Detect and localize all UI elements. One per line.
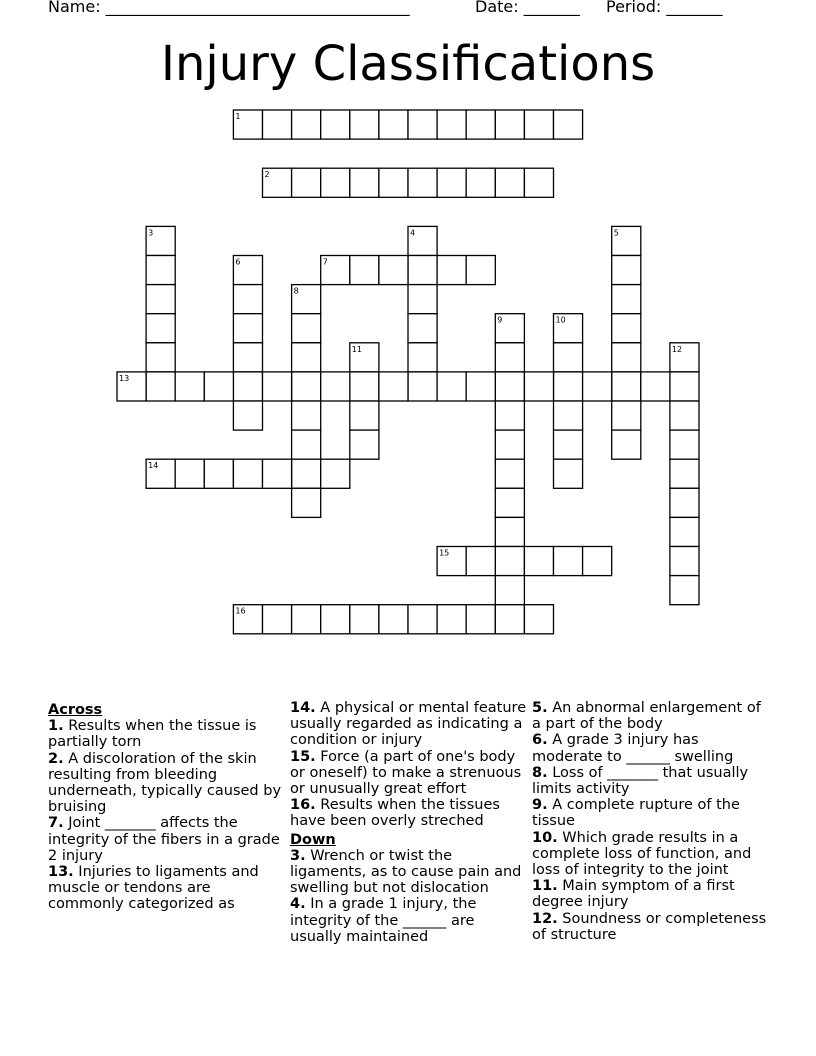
clue-number: 8. xyxy=(532,764,548,781)
clue-item xyxy=(532,797,772,829)
grid-cell[interactable] xyxy=(554,430,583,459)
grid-cell[interactable] xyxy=(524,605,553,634)
clue-item xyxy=(290,749,530,798)
grid-cell[interactable] xyxy=(321,605,350,634)
grid-cell[interactable] xyxy=(495,372,524,401)
grid-cell[interactable] xyxy=(146,226,175,255)
grid-cell[interactable] xyxy=(408,226,437,255)
clue-text: A discoloration of the skin resulting from bleeding underneath, typically caused by bruising xyxy=(48,750,282,816)
clue-item xyxy=(48,718,288,750)
clue-text: A physical or mental feature usually regarded as indicating a condition or injury xyxy=(290,700,527,749)
grid-cell[interactable] xyxy=(292,488,321,517)
down-heading: Down xyxy=(290,831,336,848)
clue-text: A complete rupture of the tissue xyxy=(532,797,740,830)
grid-cell[interactable] xyxy=(408,314,437,343)
worksheet-header xyxy=(48,0,748,19)
clue-text: Loss of _______ that usually limits activity xyxy=(532,764,749,798)
grid-cell[interactable] xyxy=(554,372,583,401)
cell-number: 11 xyxy=(351,344,362,354)
across-heading: Across xyxy=(48,702,103,718)
grid-cell[interactable] xyxy=(321,110,350,139)
cell-number: 3 xyxy=(148,228,154,238)
clue-text: Main symptom of a first degree injury xyxy=(532,878,735,911)
clue-item xyxy=(532,765,772,797)
grid-cell[interactable] xyxy=(495,605,524,634)
grid-cell[interactable] xyxy=(321,168,350,197)
clue-number: 11. xyxy=(532,878,558,895)
cell-number: 8 xyxy=(293,286,299,296)
grid-cell[interactable] xyxy=(583,372,612,401)
grid-cell[interactable] xyxy=(350,110,379,139)
grid-cell[interactable] xyxy=(292,372,321,401)
grid-cell[interactable] xyxy=(408,168,437,197)
grid-cell[interactable] xyxy=(554,401,583,430)
grid-cell[interactable] xyxy=(612,430,641,459)
grid-cell[interactable] xyxy=(321,459,350,488)
grid-cell[interactable] xyxy=(612,226,641,255)
grid-cell[interactable] xyxy=(233,314,262,343)
clue-item xyxy=(290,700,530,749)
grid-cell[interactable] xyxy=(612,285,641,314)
clue-number: 7. xyxy=(48,815,64,832)
clue-item xyxy=(532,732,772,764)
clue-text: An abnormal enlargement of a part of the body xyxy=(532,700,761,733)
clue-text: Soundness or completeness of structure xyxy=(532,910,767,943)
grid-cell[interactable] xyxy=(292,605,321,634)
grid-cell[interactable] xyxy=(379,605,408,634)
grid-cell[interactable] xyxy=(146,256,175,285)
grid-cell[interactable] xyxy=(554,343,583,372)
grid-cell[interactable] xyxy=(495,576,524,605)
grid-cell[interactable] xyxy=(495,459,524,488)
grid-cell[interactable] xyxy=(350,372,379,401)
grid-cell[interactable] xyxy=(554,110,583,139)
grid-cell[interactable] xyxy=(466,605,495,634)
grid-cell[interactable] xyxy=(524,547,553,576)
clue-item xyxy=(290,896,530,945)
grid-cell[interactable] xyxy=(263,372,292,401)
grid-cell[interactable] xyxy=(233,343,262,372)
clue-item xyxy=(290,797,530,829)
grid-cell[interactable] xyxy=(321,372,350,401)
grid-cell[interactable] xyxy=(379,168,408,197)
grid-cell[interactable] xyxy=(292,110,321,139)
grid-cell[interactable] xyxy=(495,488,524,517)
grid-cell[interactable] xyxy=(466,547,495,576)
cell-number: 6 xyxy=(235,257,241,267)
clue-text: Injuries to ligaments and muscle or tendons are commonly categorized as xyxy=(48,864,259,913)
grid-cell[interactable] xyxy=(146,372,175,401)
clue-item xyxy=(48,864,288,913)
clue-number: 5. xyxy=(532,700,548,716)
grid-cell[interactable] xyxy=(437,547,466,576)
grid-cell[interactable] xyxy=(263,459,292,488)
grid-cell[interactable] xyxy=(292,401,321,430)
grid-cell[interactable] xyxy=(379,256,408,285)
clue-number: 16. xyxy=(290,797,316,814)
cell-number: 9 xyxy=(497,315,503,325)
grid-cell[interactable] xyxy=(292,285,321,314)
date-field[interactable]: Date: _______ xyxy=(475,0,580,16)
cell-number: 4 xyxy=(410,228,416,238)
grid-cell[interactable] xyxy=(146,285,175,314)
clue-text: A grade 3 injury has moderate to ______ swelling xyxy=(532,732,734,765)
grid-cell[interactable] xyxy=(670,430,699,459)
grid-cell[interactable] xyxy=(612,256,641,285)
grid-cell[interactable] xyxy=(554,459,583,488)
grid-cell[interactable] xyxy=(466,256,495,285)
grid-cell[interactable] xyxy=(350,168,379,197)
grid-cell[interactable] xyxy=(612,314,641,343)
cell-number: 7 xyxy=(322,257,328,267)
grid-cell[interactable] xyxy=(146,343,175,372)
clue-text: Joint _______ affects the integrity of the fibers in a grade 2 injury xyxy=(48,815,280,864)
grid-cell[interactable] xyxy=(263,605,292,634)
clue-number: 3. xyxy=(290,847,306,864)
grid-cell[interactable] xyxy=(379,372,408,401)
grid-cell[interactable] xyxy=(524,110,553,139)
grid-cell[interactable] xyxy=(350,430,379,459)
clue-text: Which grade results in a complete loss of function, and loss of integrity to the joint xyxy=(532,829,752,879)
grid-cell[interactable] xyxy=(350,256,379,285)
grid-cell[interactable] xyxy=(292,430,321,459)
grid-cell[interactable] xyxy=(321,256,350,285)
grid-cell[interactable] xyxy=(233,459,262,488)
clue-column-3 xyxy=(532,700,772,943)
grid-cell[interactable] xyxy=(233,401,262,430)
clue-column-1 xyxy=(48,700,288,913)
clue-number: 6. xyxy=(532,732,548,749)
grid-cell[interactable] xyxy=(670,459,699,488)
grid-cell[interactable] xyxy=(554,547,583,576)
clue-number: 2. xyxy=(48,750,64,767)
grid-cell[interactable] xyxy=(670,343,699,372)
grid-cell[interactable] xyxy=(495,314,524,343)
clue-text: Force (a part of one's body or oneself) to make a strenuous or unusually great effort xyxy=(290,748,522,798)
cell-number: 10 xyxy=(555,315,566,325)
clue-item xyxy=(532,878,772,910)
grid-cell[interactable] xyxy=(612,372,641,401)
grid-cell[interactable] xyxy=(524,168,553,197)
grid-cell[interactable] xyxy=(495,110,524,139)
grid-cell[interactable] xyxy=(524,372,553,401)
cell-number: 5 xyxy=(613,228,619,238)
clue-text: In a grade 1 injury, the integrity of the ______ are usually maintained xyxy=(290,896,477,945)
page-title: Injury Classifications xyxy=(160,36,656,92)
grid-cell[interactable] xyxy=(612,343,641,372)
grid-cell[interactable] xyxy=(495,430,524,459)
grid-cell[interactable] xyxy=(233,256,262,285)
clue-number: 4. xyxy=(290,896,306,913)
grid-cell[interactable] xyxy=(175,459,204,488)
grid-cell[interactable] xyxy=(466,168,495,197)
grid-cell[interactable] xyxy=(350,401,379,430)
grid-cell[interactable] xyxy=(437,605,466,634)
grid-cell[interactable] xyxy=(670,488,699,517)
grid-cell[interactable] xyxy=(292,343,321,372)
grid-cell[interactable] xyxy=(146,459,175,488)
grid-cell[interactable] xyxy=(670,547,699,576)
grid-cell[interactable] xyxy=(583,547,612,576)
grid-cell[interactable] xyxy=(554,314,583,343)
grid-cell[interactable] xyxy=(495,168,524,197)
clue-item xyxy=(48,815,288,864)
grid-cell[interactable] xyxy=(233,110,262,139)
clue-column-2 xyxy=(290,700,530,945)
grid-cell[interactable] xyxy=(408,372,437,401)
grid-cell[interactable] xyxy=(437,110,466,139)
grid-cell[interactable] xyxy=(670,517,699,546)
grid-cell[interactable] xyxy=(204,372,233,401)
clue-number: 1. xyxy=(48,718,64,735)
cell-number: 14 xyxy=(148,461,159,471)
cell-number: 1 xyxy=(235,112,241,121)
clue-text: Results when the tissues have been overly streched xyxy=(290,797,500,830)
grid-cell[interactable] xyxy=(437,372,466,401)
grid-cell[interactable] xyxy=(641,372,670,401)
clue-number: 14. xyxy=(290,700,316,716)
clue-number: 15. xyxy=(290,748,316,765)
grid-cell[interactable] xyxy=(437,168,466,197)
grid-cell[interactable] xyxy=(263,168,292,197)
grid-cell[interactable] xyxy=(292,168,321,197)
grid-cell[interactable] xyxy=(350,343,379,372)
cell-number: 16 xyxy=(235,606,246,616)
grid-cell[interactable] xyxy=(233,372,262,401)
grid-cell[interactable] xyxy=(408,256,437,285)
grid-cell[interactable] xyxy=(466,110,495,139)
grid-cell[interactable] xyxy=(263,110,292,139)
cell-number: 13 xyxy=(119,373,130,383)
name-field[interactable]: Name: ______________________________________ xyxy=(48,0,410,16)
grid-cell[interactable] xyxy=(495,517,524,546)
clue-number: 10. xyxy=(532,829,558,846)
cell-number: 12 xyxy=(671,344,683,354)
grid-cell[interactable] xyxy=(292,314,321,343)
grid-cell[interactable] xyxy=(292,459,321,488)
grid-cell[interactable] xyxy=(204,459,233,488)
grid-cell[interactable] xyxy=(495,343,524,372)
grid-cell[interactable] xyxy=(408,110,437,139)
grid-cell[interactable] xyxy=(233,605,262,634)
grid-cell[interactable] xyxy=(408,285,437,314)
clue-number: 13. xyxy=(48,864,74,881)
grid-cell[interactable] xyxy=(437,256,466,285)
grid-cell[interactable] xyxy=(670,576,699,605)
clue-number: 12. xyxy=(532,910,558,927)
period-field[interactable]: Period: _______ xyxy=(606,0,723,16)
clue-item xyxy=(532,911,772,943)
grid-cell[interactable] xyxy=(233,285,262,314)
clue-number: 9. xyxy=(532,797,548,814)
cell-number: 15 xyxy=(439,548,450,558)
grid-cell[interactable] xyxy=(495,401,524,430)
clue-text: Results when the tissue is partially torn xyxy=(48,718,257,751)
grid-cell[interactable] xyxy=(670,372,699,401)
grid-cell[interactable] xyxy=(117,372,146,401)
grid-cell[interactable] xyxy=(350,605,379,634)
grid-cell[interactable] xyxy=(146,314,175,343)
clue-item xyxy=(48,751,288,816)
grid-cell[interactable] xyxy=(495,547,524,576)
cell-number: 2 xyxy=(264,170,270,180)
grid-cell[interactable] xyxy=(379,110,408,139)
grid-cell[interactable] xyxy=(408,605,437,634)
grid-cell[interactable] xyxy=(670,401,699,430)
grid-cell[interactable] xyxy=(408,343,437,372)
grid-cell[interactable] xyxy=(175,372,204,401)
clue-text: Wrench or twist the ligaments, as to cause pain and swelling but not dislocation xyxy=(290,847,522,897)
clue-item xyxy=(532,830,772,879)
clue-item xyxy=(532,700,772,732)
grid-cell[interactable] xyxy=(612,401,641,430)
clue-item xyxy=(290,848,530,897)
grid-cell[interactable] xyxy=(466,372,495,401)
